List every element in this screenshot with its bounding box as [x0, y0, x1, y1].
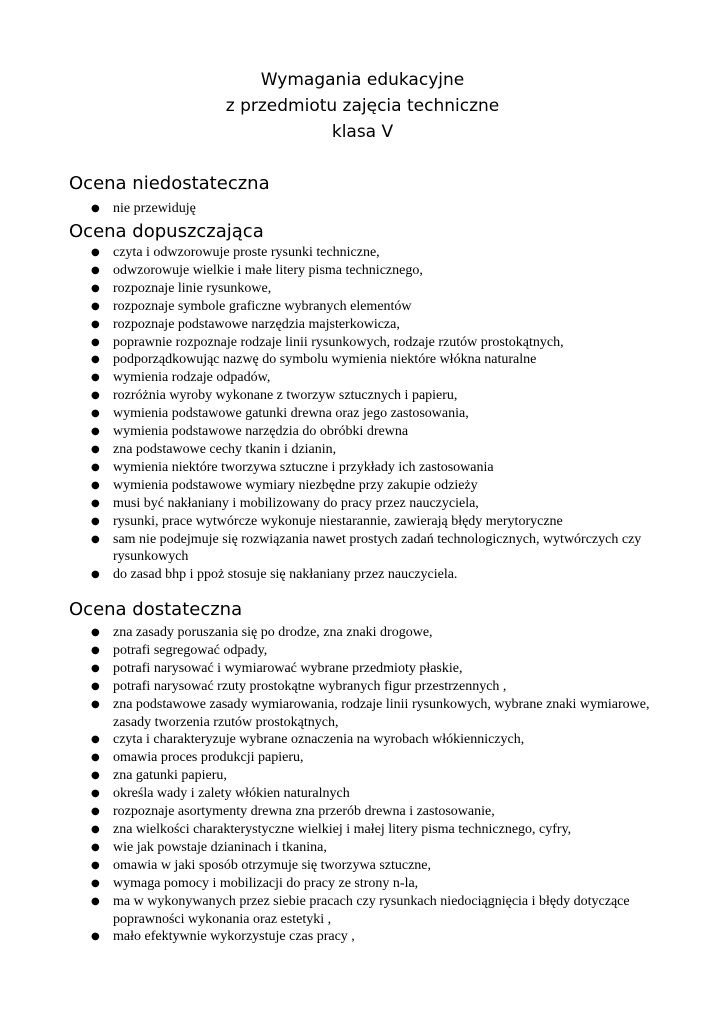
- list-dopuszczajaca: [0, 244, 680, 584]
- section-heading-dopuszczajaca: Ocena dopuszczająca: [69, 221, 264, 242]
- list-item: ● zna zasady poruszania się po drodze, zna znaki drogowe,: [91, 625, 433, 640]
- list-item: ● rozróżnia wyroby wykonane z tworzyw sztucznych i papieru,: [91, 388, 458, 404]
- bullet-icon: ●: [91, 515, 100, 527]
- title-line-2: z przedmiotu zajęcia techniczne: [225, 96, 500, 116]
- list-item: ● omawia proces produkcji papieru,: [91, 750, 304, 766]
- section-heading-niedostateczna: Ocena niedostateczna: [69, 173, 270, 194]
- list-niedostateczna: [0, 200, 680, 218]
- list-item: ● potrafi narysować i wymiarować wybrane przedmioty płaskie,: [91, 660, 463, 676]
- bullet-icon: ●: [91, 300, 100, 312]
- bullet-icon: ●: [91, 770, 100, 782]
- list-item: ● musi być nakłaniany i mobilizowany do pracy przez nauczyciela,: [91, 495, 479, 511]
- bullet-icon: ●: [91, 627, 100, 638]
- list-dostateczna: [0, 624, 680, 946]
- list-item: ● rozpoznaje symbole graficzne wybranych elementów: [91, 298, 412, 314]
- list-item: ● wymienia podstawowe gatunki drewna oraz jego zastosowania,: [91, 406, 469, 422]
- list-item: ● rozpoznaje asortymenty drewna zna przerób drewna i zastosowanie,: [91, 804, 495, 820]
- bullet-icon: ●: [91, 203, 100, 214]
- bullet-icon: ●: [91, 841, 100, 853]
- list-item: ● do zasad bhp i ppoż stosuje się nakłaniany przez nauczyciela.: [91, 567, 458, 583]
- list-item: ● rozpoznaje podstawowe narzędzia majsterkowicza,: [91, 316, 400, 332]
- bullet-icon: ●: [91, 644, 100, 656]
- bullet-icon: ●: [91, 533, 100, 545]
- bullet-icon: ●: [91, 752, 100, 764]
- bullet-icon: ●: [91, 680, 100, 692]
- list-item: ● omawia w jaki sposób otrzymuje się tworzywa sztuczne,: [91, 857, 432, 873]
- list-item: ● wie jak powstaje dzianinach i tkanina,: [91, 839, 327, 855]
- list-item: ● wymienia rodzaje odpadów,: [91, 370, 271, 386]
- bullet-icon: ●: [91, 662, 100, 674]
- title-line-1: Wymagania edukacyjne: [260, 70, 465, 90]
- bullet-icon: ●: [91, 426, 100, 438]
- bullet-icon: ●: [91, 443, 100, 455]
- list-item: ● sam nie podejmuje się rozwiązania nawet prostych zadań technologicznych, wytwórczych czy rysunkowych: [91, 531, 642, 565]
- bullet-icon: ●: [91, 895, 100, 907]
- bullet-icon: ●: [91, 569, 100, 581]
- list-item: ● rysunki, prace wytwórcze wykonuje niestarannie, zawierają błędy merytoryczne: [91, 513, 563, 529]
- list-item: ● wymienia podstawowe wymiary niezbędne przy zakupie odzieży: [91, 477, 478, 493]
- bullet-icon: ●: [91, 877, 100, 889]
- bullet-icon: ●: [91, 282, 100, 294]
- bullet-icon: ●: [91, 408, 100, 420]
- list-item: ● zna wielkości charakterystyczne wielkiej i małej litery pisma technicznego, cyfry,: [91, 821, 572, 837]
- list-item: ● potrafi segregować odpady,: [91, 642, 268, 658]
- list-item: ● potrafi narysować rzuty prostokątne wybranych figur przestrzennych ,: [91, 678, 507, 694]
- list-item: ● rozpoznaje linie rysunkowe,: [91, 280, 272, 296]
- bullet-icon: ●: [91, 931, 100, 943]
- document-title: [0, 67, 725, 145]
- list-item: ● podporządkowując nazwę do symbolu wymienia niektóre włókna naturalne: [91, 352, 537, 368]
- bullet-icon: ●: [91, 479, 100, 491]
- bullet-icon: ●: [91, 318, 100, 330]
- list-item: ● czyta i odwzorowuje proste rysunki techniczne,: [91, 245, 380, 260]
- bullet-icon: ●: [91, 461, 100, 473]
- bullet-icon: ●: [91, 734, 100, 746]
- bullet-icon: ●: [91, 372, 100, 384]
- bullet-icon: ●: [91, 698, 100, 710]
- bullet-icon: ●: [91, 390, 100, 402]
- list-item: ● czyta i charakteryzuje wybrane oznaczenia na wyrobach włókienniczych,: [91, 732, 525, 748]
- list-item: ● zna podstawowe zasady wymiarowania, rodzaje linii rysunkowych, wybrane znaki wymiarowe, zasady tworzenia rzutów prostokątnych,: [91, 696, 650, 730]
- list-item: ● odwzorowuje wielkie i małe litery pisma technicznego,: [91, 262, 423, 278]
- bullet-icon: ●: [91, 823, 100, 835]
- list-item: ● wymaga pomocy i mobilizacji do pracy ze strony n-la,: [91, 875, 419, 891]
- list-item: ● poprawnie rozpoznaje rodzaje linii rysunkowych, rodzaje rzutów prostokątnych,: [91, 334, 564, 350]
- list-item: ● wymienia niektóre tworzywa sztuczne i przykłady ich zastosowania: [91, 459, 494, 475]
- bullet-icon: ●: [91, 336, 100, 348]
- list-item: ● mało efektywnie wykorzystuje czas pracy ,: [91, 929, 355, 945]
- section-heading-dostateczna: Ocena dostateczna: [69, 599, 243, 620]
- title-line-3: klasa V: [331, 122, 394, 142]
- list-item: ● nie przewiduję: [91, 201, 196, 216]
- bullet-icon: ●: [91, 859, 100, 871]
- list-item: ● określa wady i zalety włókien naturalnych: [91, 786, 350, 802]
- bullet-icon: ●: [91, 354, 100, 366]
- bullet-icon: ●: [91, 247, 100, 258]
- list-item: ● ma w wykonywanych przez siebie pracach czy rysunkach niedociągnięcia i błędy dotyczące poprawności wykonania oraz estetyki ,: [91, 893, 630, 927]
- bullet-icon: ●: [91, 788, 100, 800]
- list-item: ● zna podstawowe cechy tkanin i dzianin,: [91, 441, 337, 457]
- list-item: ● wymienia podstawowe narzędzia do obróbki drewna: [91, 424, 409, 440]
- bullet-icon: ●: [91, 497, 100, 509]
- list-item: ● zna gatunki papieru,: [91, 768, 227, 784]
- bullet-icon: ●: [91, 806, 100, 818]
- bullet-icon: ●: [91, 264, 100, 276]
